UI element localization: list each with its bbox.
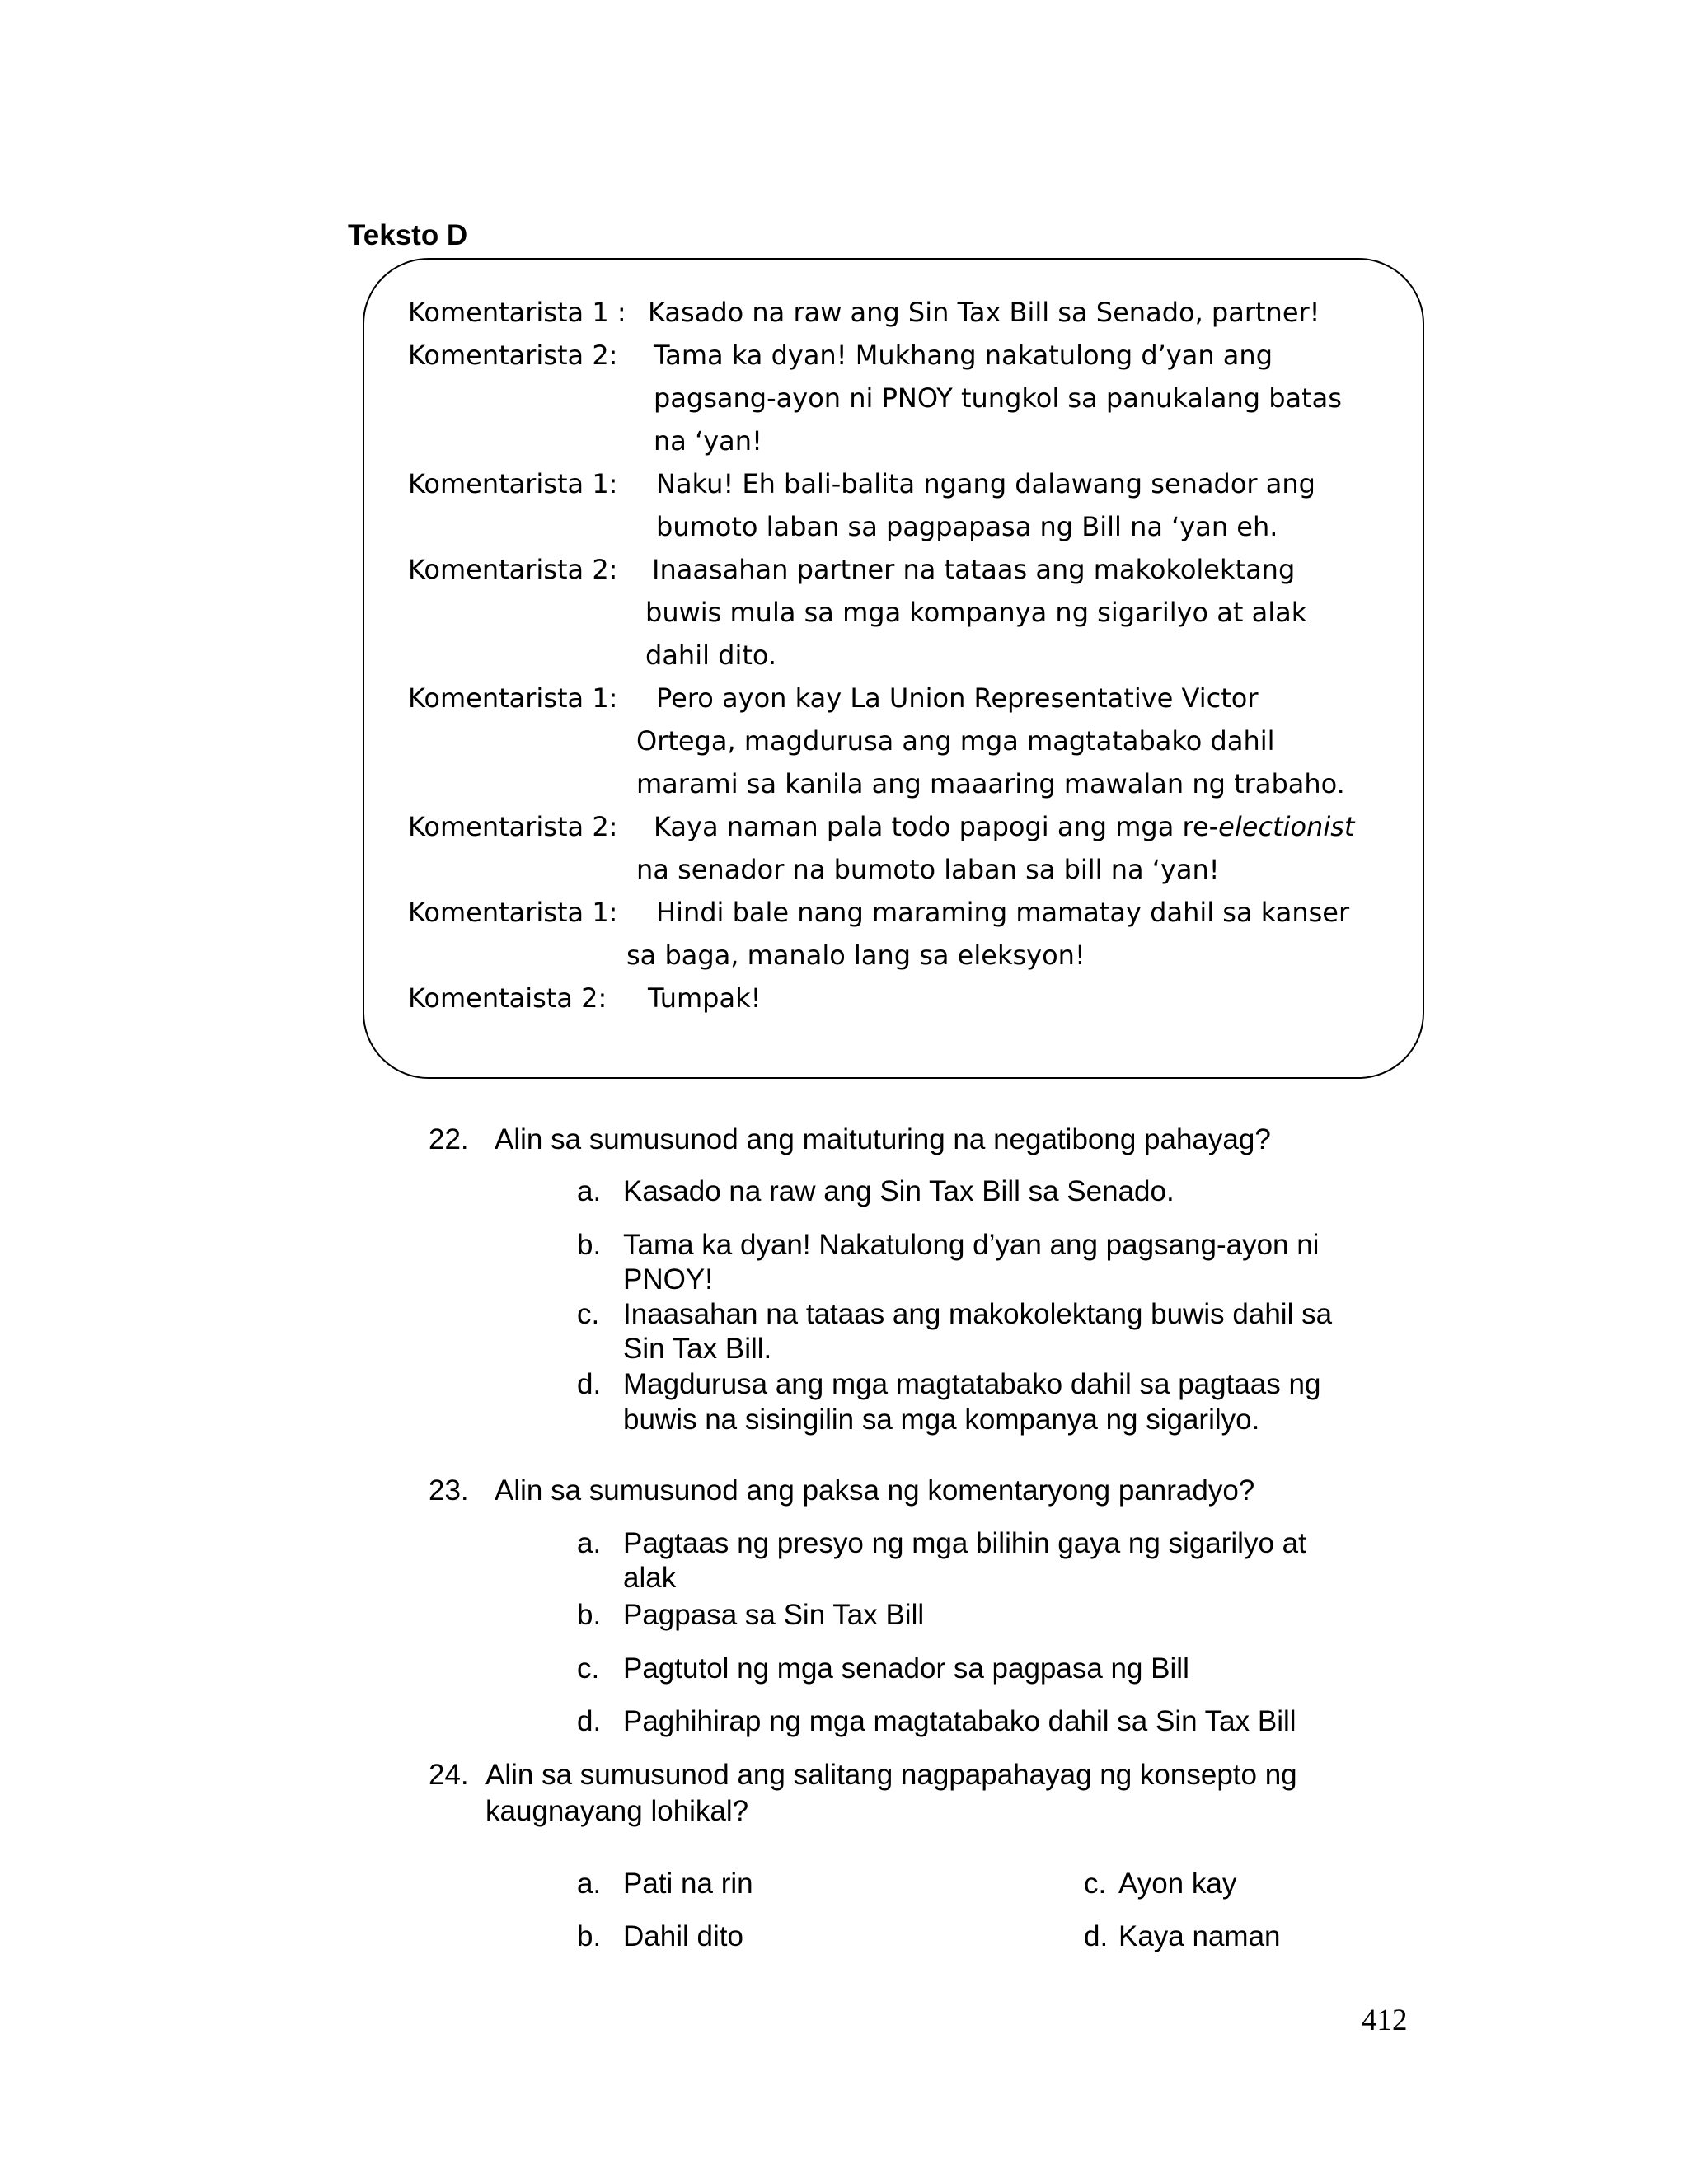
option-text: alak	[623, 1562, 677, 1594]
dialogue-line: Kaya naman pala todo papogi ang mga re-electionist	[654, 811, 1355, 842]
dialogue-line: Hindi bale nang maraming mamatay dahil sa kanser	[656, 897, 1350, 928]
dialogue-line: sa baga, manalo lang sa eleksyon!	[626, 940, 1085, 971]
option-letter: b.	[577, 1920, 602, 1952]
option-letter: c.	[577, 1298, 600, 1330]
dialogue-line: Inaasahan partner na tataas ang makokolektang	[652, 554, 1296, 585]
dialogue-speaker: Komentarista 1:	[408, 468, 618, 499]
option-text: Sin Tax Bill.	[623, 1333, 772, 1365]
question-number: 22.	[429, 1123, 469, 1155]
dialogue-line: buwis mula sa mga kompanya ng sigarilyo at alak	[645, 597, 1307, 628]
dialogue-speaker: Komentarista 2:	[408, 811, 618, 842]
option-text: Kasado na raw ang Sin Tax Bill sa Senado.	[623, 1175, 1175, 1207]
option-text: Inaasahan na tataas ang makokolektang buwis dahil sa	[623, 1298, 1333, 1330]
option-letter: a.	[577, 1868, 602, 1900]
option-letter: c.	[1084, 1868, 1107, 1900]
dialogue-line: na senador na bumoto laban sa bill na ‘yan!	[636, 854, 1220, 885]
section-title: Teksto D	[348, 219, 468, 251]
dialogue-line: dahil dito.	[645, 640, 777, 671]
dialogue-line: Tama ka dyan! Mukhang nakatulong d’yan ang	[654, 340, 1273, 371]
option-letter: b.	[577, 1599, 602, 1631]
option-text: Pagtutol ng mga senador sa pagpasa ng Bill	[623, 1652, 1189, 1685]
dialogue-line: Naku! Eh bali-balita ngang dalawang senador ang	[656, 468, 1315, 499]
question-text: Alin sa sumusunod ang maituturing na negatibong pahayag?	[495, 1123, 1271, 1155]
dialogue-line: na ‘yan!	[654, 425, 762, 457]
option-text: Ayon kay	[1118, 1868, 1237, 1900]
option-text: PNOY!	[623, 1263, 713, 1296]
dialogue-line: pagsang-ayon ni PNOY tungkol sa panukalang batas	[654, 382, 1342, 414]
option-letter: d.	[1084, 1920, 1109, 1952]
dialogue-line: Pero ayon kay La Union Representative Victor	[656, 682, 1259, 714]
dialogue-speaker: Komentarista 2:	[408, 554, 618, 585]
dialogue-speaker: Komentarista 1 :	[408, 297, 626, 328]
option-text: Pagtaas ng presyo ng mga bilihin gaya ng sigarilyo at	[623, 1527, 1306, 1559]
option-text: Dahil dito	[623, 1920, 743, 1952]
dialogue-line: Tumpak!	[648, 982, 762, 1014]
option-letter: a.	[577, 1527, 602, 1559]
option-text: Magdurusa ang mga magtatabako dahil sa pagtaas ng	[623, 1368, 1321, 1400]
dialogue-line: Kasado na raw ang Sin Tax Bill sa Senado, partner!	[648, 297, 1320, 328]
option-text: Kaya naman	[1118, 1920, 1281, 1952]
question-text: Alin sa sumusunod ang paksa ng komentaryong panradyo?	[495, 1474, 1255, 1507]
question-number: 23.	[429, 1474, 469, 1507]
option-letter: d.	[577, 1368, 602, 1400]
option-text: Tama ka dyan! Nakatulong d’yan ang pagsang-ayon ni	[623, 1229, 1320, 1261]
option-letter: c.	[577, 1652, 600, 1685]
option-text: buwis na sisingilin sa mga kompanya ng sigarilyo.	[623, 1404, 1260, 1436]
option-letter: b.	[577, 1229, 602, 1261]
question-number: 24.	[429, 1759, 469, 1791]
option-letter: a.	[577, 1175, 602, 1207]
dialogue-line: Ortega, magdurusa ang mga magtatabako dahil	[636, 725, 1275, 757]
page-number: 412	[1362, 2004, 1408, 2037]
dialogue-speaker: Komentaista 2:	[408, 982, 607, 1014]
option-text: Pati na rin	[623, 1868, 753, 1900]
option-text: Paghihirap ng mga magtatabako dahil sa Sin Tax Bill	[623, 1705, 1296, 1737]
dialogue-line: marami sa kanila ang maaaring mawalan ng trabaho.	[636, 768, 1345, 799]
dialogue-line: bumoto laban sa pagpapasa ng Bill na ‘yan eh.	[656, 511, 1278, 542]
dialogue-speaker: Komentarista 1:	[408, 897, 618, 928]
dialogue-speaker: Komentarista 2:	[408, 340, 618, 371]
question-text: Alin sa sumusunod ang salitang nagpapahayag ng konsepto ng	[485, 1759, 1297, 1791]
question-text: kaugnayang lohikal?	[485, 1795, 749, 1827]
option-letter: d.	[577, 1705, 602, 1737]
dialogue-speaker: Komentarista 1:	[408, 682, 618, 714]
option-text: Pagpasa sa Sin Tax Bill	[623, 1599, 925, 1631]
